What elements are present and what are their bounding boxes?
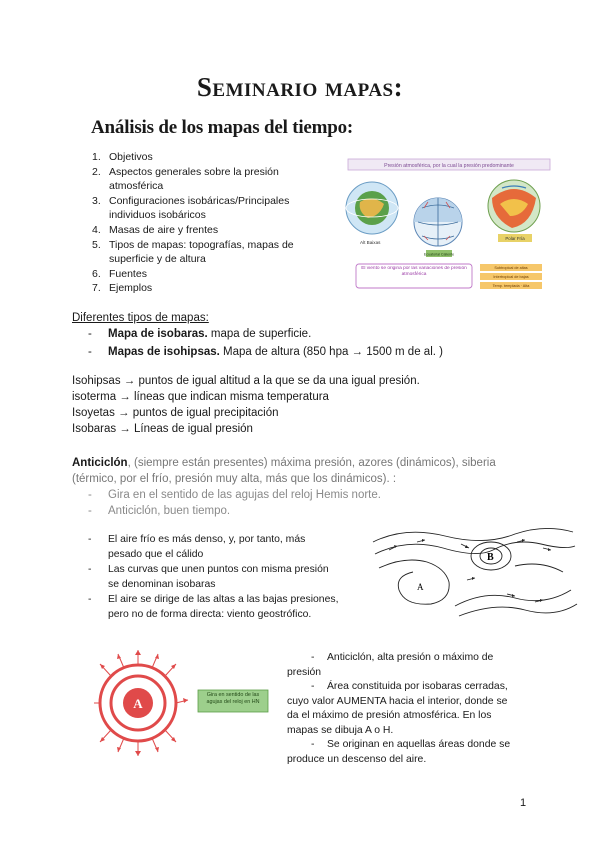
anticyclone-diagram — [94, 648, 270, 758]
center-globe-icon — [414, 198, 462, 246]
definition-line: Isoyetas → puntos de igual precipitación — [72, 407, 279, 419]
list-item: - El aire frío es más denso, y, por tanto, más pesado que el cálido — [88, 534, 306, 560]
list-item: 1. Objetivos — [92, 151, 153, 163]
anticyclone-term: Anticiclón — [72, 457, 128, 469]
summary-item: - Se originan en aquellas áreas donde se — [311, 739, 511, 750]
table-of-contents — [92, 150, 322, 296]
list-item: 6. Fuentes — [92, 267, 147, 280]
list-item: 7. Ejemplos — [92, 282, 153, 295]
page-title: Seminario mapas: — [196, 72, 404, 102]
pressure-globes-figure — [342, 158, 556, 294]
orange-tag: Temp. templada · Alta — [492, 284, 530, 289]
rotation-label: Gira en sentido de las agujas del reloj en HN — [206, 692, 260, 705]
anticyclone-bullets — [88, 487, 381, 519]
wind-arrows — [389, 540, 551, 602]
list-item: - Anticiclón, buen tiempo. — [88, 505, 231, 517]
orange-tag: Intertropical de bajas — [493, 275, 529, 280]
summary-item: - Anticiclón, alta presión o máximo de — [311, 652, 494, 663]
orange-tag: Subtropical de altas — [494, 266, 528, 271]
globe-caption: Alt Baixas — [360, 240, 381, 245]
list-item: 4. Masas de aire y frentes — [92, 223, 219, 236]
definitions-block — [72, 373, 420, 437]
summary-item: - Área constituida por isobaras cerradas, — [311, 681, 508, 692]
list-item: 3. Configuraciones isobáricas/Principales individuos isobáricos — [92, 194, 290, 222]
figure-banner-text: Presión atmosférica, por la cual la presión predominante — [384, 163, 514, 169]
isobar-lines — [373, 528, 577, 616]
list-item: 2. Aspectos generales sobre la presión atmosférica — [92, 165, 279, 193]
low-pressure-label: A — [417, 582, 424, 592]
list-item: - Mapas de isohipsas. Mapa de altura (850 hpa → 1500 m de al. ) — [88, 346, 443, 358]
anticyclone-center-label: A — [133, 696, 143, 711]
list-item: - Las curvas que unen puntos con misma presión se denominan isobaras — [88, 564, 329, 590]
wind-arrowheads — [394, 539, 551, 602]
map-types-heading: Diferentes tipos de mapas: — [72, 312, 209, 324]
anticyclone-summary: - Anticiclón, alta presión o máximo de presión - Área constituida por isobaras cerradas, cuyo valor AUMENTA hacia el interior, donde se da el máximo de presión atmosférica. En los mapas se dibuja A o H. - Se originan en aquellas áreas donde se produce un descenso del aire. — [287, 651, 543, 767]
isobars-sketch-figure — [365, 520, 581, 620]
band-label: Ecuatorial Caliente — [423, 252, 455, 257]
high-pressure-label: B — [487, 552, 494, 563]
green-tag: Polar Fría — [505, 235, 525, 241]
info-box-text: El viento se origina por las variaciones de presión atmosférica — [361, 266, 467, 277]
list-item: - Mapa de isobaras. mapa de superficie. — [88, 328, 312, 340]
definition-line: Isohipsas → puntos de igual altitud a la que se da una igual presión. — [72, 375, 420, 387]
definition-line: isoterma → líneas que indican misma temperatura — [72, 391, 329, 403]
list-item: - Gira en el sentido de las agujas del reloj Hemis norte. — [88, 489, 381, 501]
map-types-list — [88, 326, 443, 360]
section-subtitle: Análisis de los mapas del tiempo: — [91, 117, 354, 138]
definition-line: Isobaras → Líneas de igual presión — [72, 423, 253, 435]
facts-list — [88, 533, 358, 622]
list-item: - El aire se dirige de las altas a las bajas presiones, pero no de forma directa: viento geostrófico. — [88, 594, 339, 620]
left-globe-icon — [346, 182, 398, 234]
anticyclone-paragraph: Anticiclón, (siempre están presentes) máxima presión, azores (dinámicos), siberia (térmico, por el frío, presión muy alta, más que los dinámicos). : — [72, 457, 496, 485]
page-number: 1 — [520, 797, 527, 809]
right-globe-icon — [488, 180, 540, 232]
list-item: 5. Tipos de mapas: topografías, mapas de superficie y de altura — [92, 238, 294, 266]
